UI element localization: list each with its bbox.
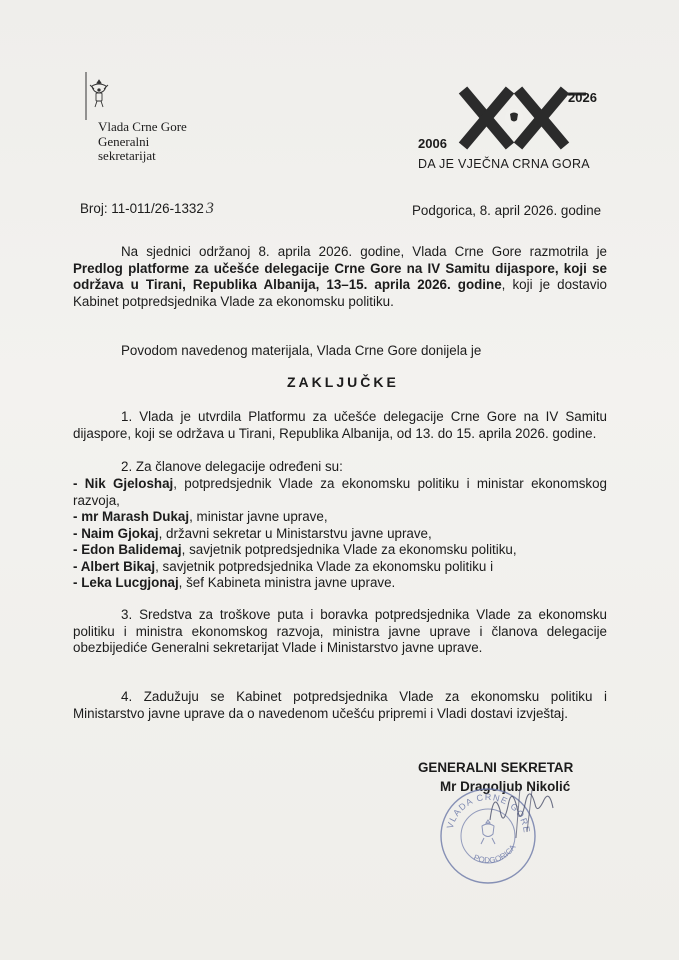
intro-paragraph — [73, 244, 607, 310]
member-role: , šef Kabineta ministra javne uprave. — [178, 575, 396, 590]
place-date: Podgorica, 8. april 2026. godine — [412, 203, 602, 218]
logo-year-end: 2026 — [568, 90, 597, 105]
delegation-member: - Leka Lucgjonaj, šef Kabineta ministra javne uprave. — [73, 575, 396, 590]
member-name: Albert Bikaj — [80, 558, 156, 574]
coat-of-arms-icon — [84, 72, 114, 120]
member-role: , ministar javne uprave, — [189, 509, 328, 524]
member-role: , potpredsjednik Vlade za ekonomsku politiku i ministar ekonomskog razvoja, — [73, 476, 608, 508]
delegation-member: - Naim Gjokaj, državni sekretar u Ministarstvu javne uprave, — [73, 525, 432, 541]
handwritten-signature — [470, 780, 580, 850]
member-name: Edon Balidemaj — [81, 542, 182, 557]
stamp-text-top: VLADA CRNE GORE — [444, 791, 533, 835]
member-role: , savjetnik potpredsjednika Vlade za ekonomsku politiku i — [155, 558, 494, 574]
conclusion-item-1: 1. Vlada je utvrdila Platformu za učešće delegacije Crne Gore na IV Samitu dijaspore, koji se održava u Tirani, Republika Albanija, od 13. do 15. aprila 2026. godine. — [73, 409, 607, 441]
member-role: , savjetnik potpredsjednika Vlade za ekonomsku politiku, — [181, 542, 517, 557]
logo-slogan: DA JE VJEČNA CRNA GORA — [418, 157, 590, 171]
member-name: Naim Gjokaj — [81, 525, 159, 541]
conclusion-item-2-intro: 2. Za članove delegacije određeni su: — [121, 459, 343, 474]
delegation-member: - Albert Bikaj, savjetnik potpredsjednika Vlade za ekonomsku politiku i — [73, 558, 494, 574]
signatory-name: Mr Dragoljub Nikolić — [440, 779, 571, 794]
document-title: ZAKLJUČKE — [287, 374, 399, 390]
member-role: , državni sekretar u Ministarstvu javne uprave, — [158, 525, 432, 541]
reference-number-label: Broj: 11-011/26-1332 — [80, 201, 204, 216]
signatory-title: GENERALNI SEKRETAR — [418, 760, 574, 775]
reference-number-handwritten: 3 — [205, 200, 214, 217]
org-line-2: Generalni — [98, 133, 150, 149]
org-name-block — [98, 120, 187, 164]
intro-text-bold: Predlog platforme za učešće delegacije Crne Gore na IV Samitu dijaspore, koji se održava u Tirani, Republika Albanija, 13–15. aprila 2026. godine — [73, 260, 607, 292]
reference-number — [80, 200, 214, 218]
org-line-1: Vlada Crne Gore — [98, 119, 187, 134]
anniversary-logo — [418, 80, 618, 172]
member-name: Leka Lucgjonaj — [81, 575, 179, 590]
conclusion-item-4: 4. Zadužuju se Kabinet potpredsjednika Vlade za ekonomsku politiku i Ministarstvo javne uprave da o navedenom učešću pripremi i Vladi dostavi izvještaj. — [73, 689, 607, 721]
delegation-member-list — [73, 476, 607, 592]
stamp-text-bottom: PODGORICA — [472, 842, 518, 865]
logo-year-start: 2006 — [418, 136, 447, 151]
intro-text-b: , koji je dostavio Kabinet potpredsjednika Vlade za ekonomsku politiku. — [73, 277, 607, 309]
member-name: Nik Gjeloshaj — [84, 476, 174, 491]
intro-paragraph-2: Povodom navedenog materijala, Vlada Crne Gore donijela je — [121, 343, 482, 358]
delegation-member: - Nik Gjeloshaj, potpredsjednik Vlade za ekonomsku politiku i ministar ekonomskog razvoja, — [73, 476, 608, 508]
org-line-3: sekretarijat — [98, 148, 156, 163]
conclusion-item-3: 3. Sredstva za troškove puta i boravka potpredsjednika Vlade za ekonomsku politiku i ministra ekonomskog razvoja, ministra javne uprave i članova delegacije obezbijediće Generalni sekretarijat Vlade i Ministarstvo javne uprave. — [73, 607, 607, 655]
delegation-member: - Edon Balidemaj, savjetnik potpredsjednika Vlade za ekonomsku politiku, — [73, 542, 517, 557]
member-name: mr Marash Dukaj — [81, 509, 190, 524]
delegation-member: - mr Marash Dukaj, ministar javne uprave, — [73, 509, 328, 524]
intro-text-a: Na sjednici održanoj 8. aprila 2026. godine, Vlada Crne Gore razmotrila je — [121, 244, 607, 259]
